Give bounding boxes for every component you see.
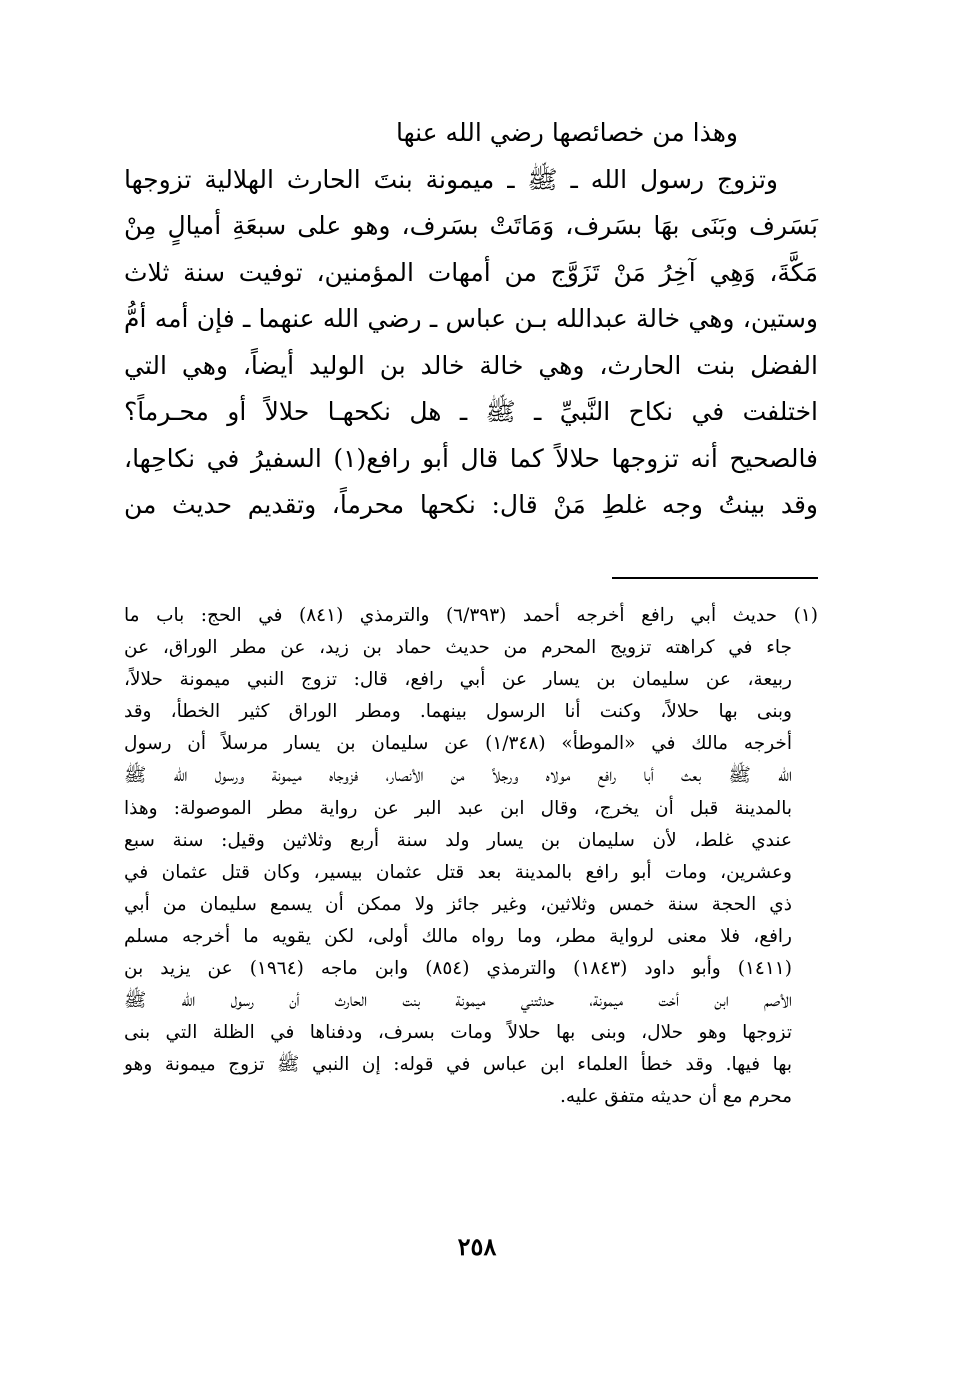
footnote-line: (١) حديث أبي رافع أخرجه أحمد (٦/٣٩٣) والترمذي (٨٤١) في الحج: باب ما xyxy=(124,605,818,626)
footnote-line: وبنى بها حلالاً، وكنت أنا الرسول بينهما. ومطر الوراق كثير الخطأ، وقد xyxy=(124,701,792,723)
footnote-separator xyxy=(612,577,818,579)
main-text-line: مَكَّةَ، وَهِي آخِرُ مَنْ تَزَوَّج من أمهات المؤمنين، توفيت سنة ثلاث xyxy=(124,257,818,287)
footnote-line: بها فيها. وقد خطأ العلماء ابن عباس في قوله: إن النبي ﷺ تزوج ميمونة وهو xyxy=(124,1054,792,1076)
footnote-line: (١٤١١) وأبو داود (١٨٤٣) والترمذي (٨٥٤) وابن ماجه (١٩٦٤) عن يزيد بن xyxy=(124,958,792,980)
main-text-line: وتزوج رسول الله ـ ﷺ ـ ميمونة بنتَ الحارث الهلالية تزوجها xyxy=(124,164,778,194)
main-text xyxy=(124,110,818,529)
footnote-line: رافع، فلا معنى لرواية مطر، وما رواه مالك أولى، لكن يقويه ما أخرجه مسلم xyxy=(124,925,792,947)
footnote-line: أخرجه مالك في «الموطأ» (١/٣٤٨) عن سليمان بن يسار مرسلاً أن رسول xyxy=(124,733,792,755)
footnote-line: تزوجها وهو حلال، وبنى بها حلالاً ومات بسرف، ودفناها في الظلة التي بنى xyxy=(124,1022,792,1044)
main-text-line: وستين، وهي خالة عبدالله بـن عباس ـ رضي الله عنهما ـ فإن أمه أمُّ xyxy=(124,304,818,333)
page-number: ٢٥٨ xyxy=(457,1232,497,1261)
main-text-line: الفضل بنت الحارث، وهي خالة خالد بن الوليد أيضاً، وهي التي xyxy=(124,350,818,380)
main-text-line: فالصحيح أنه تزوجها حلالاً كما قال أبو رافع(١) السفيرُ في نكاحِها، xyxy=(124,443,819,473)
main-text-line: اختلفت في نكاح النَّبيِّ ـ ﷺ ـ هل نكحهـا حلالاً أو محـرماً؟ xyxy=(124,397,818,426)
main-text-line: وهذا من خصائصها رضي الله عنها xyxy=(396,118,738,147)
main-text-line: وقد بينتُ وجه غلطِ مَنْ قال: نكحها محرماً، وتقديم حديث من xyxy=(124,490,818,519)
footnote-line: عندي غلط، لأن سليمان بن يسار ولد سنة أربع وثلاثين وقيل: سنة سبع xyxy=(124,829,792,851)
footnote-line: بالمدينة قبل أن يخرج، وقال ابن عبد البر عن رواية مطر الموصولة: وهذا xyxy=(124,797,792,819)
footnote-line: الأصم ابن أخت ميمونة، حدثتني ميمونة بنت الحارث أن رسول الله ﷺ xyxy=(124,990,792,1012)
footnote-line: ذي الحجة سنة خمس وثلاثين، وغير جائز ولا ممكن أن يسمع سليمان من أبي xyxy=(124,893,792,915)
footnote-line: ربيعة، عن سليمان بن يسار عن أبي رافع، قال: تزوج النبي ميمونة حلالاً، xyxy=(124,669,792,691)
footnote-line: الله ﷺ بعث أبا رافع مولاه ورجلاً من الأنصار، فزوجاه ميمونة ورسول الله ﷺ xyxy=(124,765,792,787)
footnote-line: وعشرين، ومات أبو رافع بالمدينة بعد قتل عثمان بيسير، وكان قتل عثمان في xyxy=(124,861,792,883)
main-text-line: بَسَرف وبَنَى بهَا بسَرف، وَمَاتَتْ بسَرف، وهو على سبعَةِ أميالٍ مِنْ xyxy=(124,211,818,240)
footnote-line: محرم مع أن حديثه متفق عليه. xyxy=(559,1086,792,1108)
footnote-line: جاء في كراهته تزويج المحرم من حديث حماد بن زيد، عن مطر الوراق، عن xyxy=(124,637,792,659)
footnotes xyxy=(124,600,818,1114)
